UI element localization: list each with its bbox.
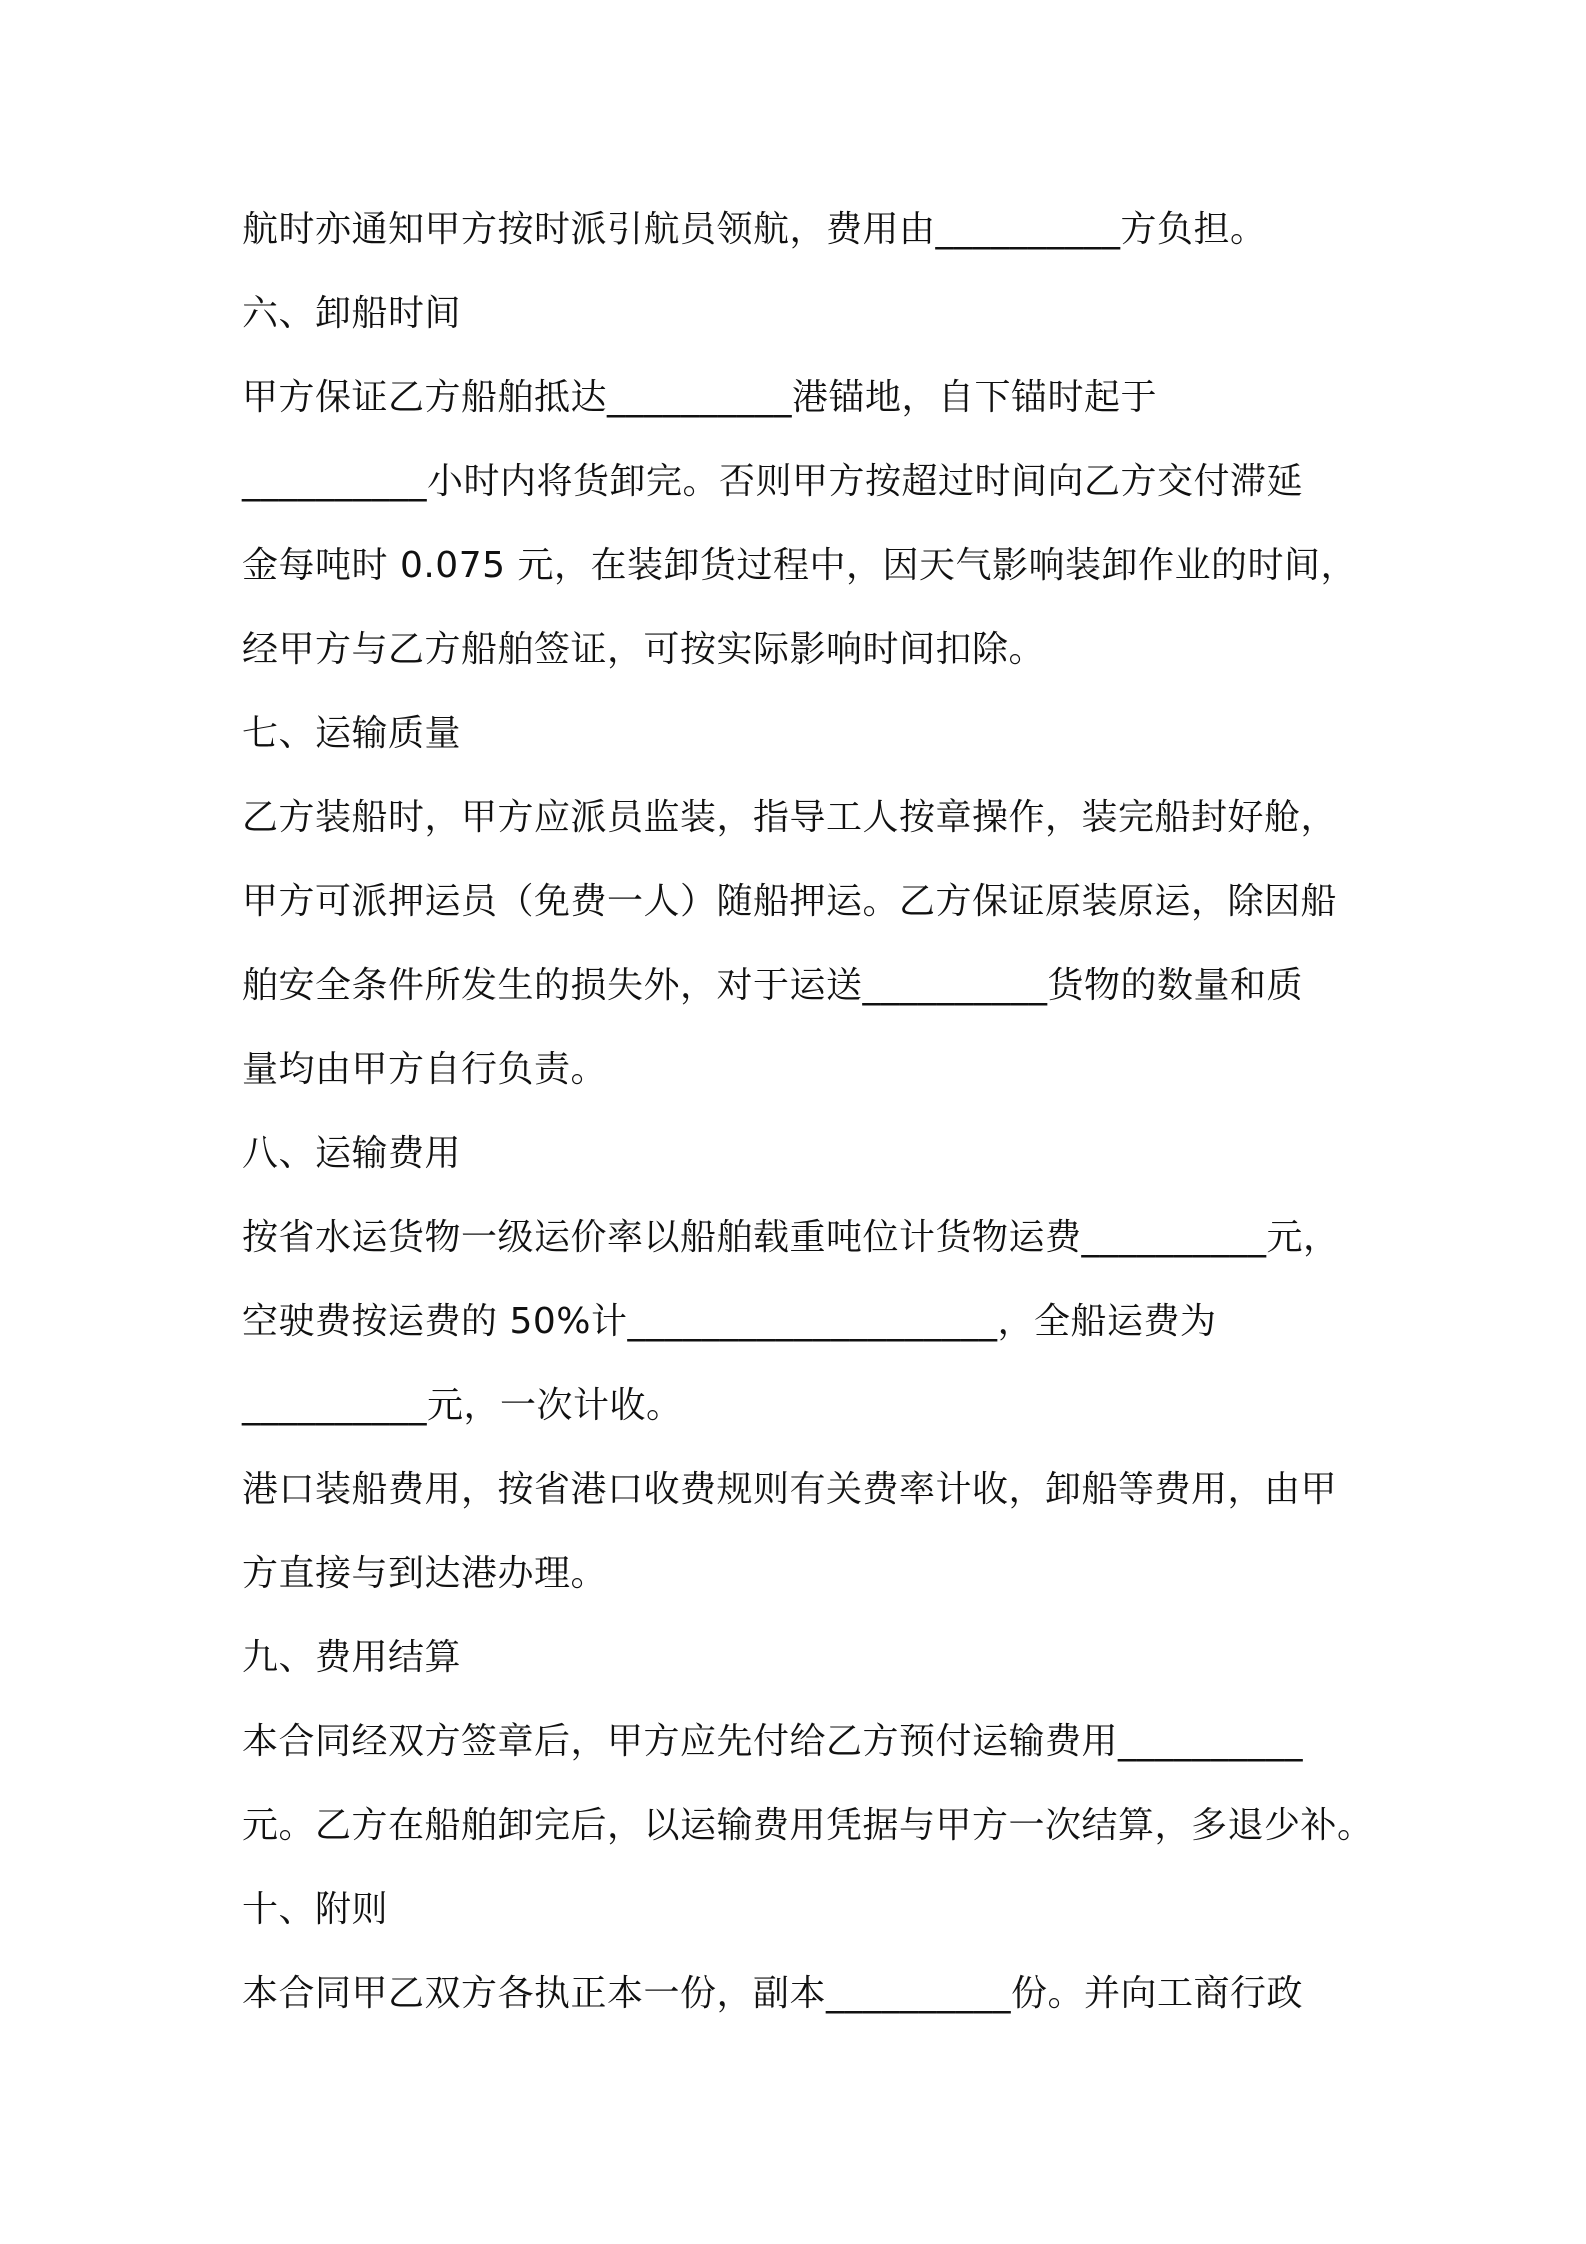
section-heading-transport-quality: 七、运输质量	[242, 713, 462, 754]
paragraph-line: 按省水运货物一级运价率以船舶载重吨位计货物运费__________元，	[242, 1217, 1340, 1258]
paragraph-line: 空驶费按运费的 50%计____________________，全船运费为	[242, 1301, 1217, 1342]
section-heading-transport-fees: 八、运输费用	[242, 1133, 462, 1174]
paragraph-line: __________元，一次计收。	[242, 1385, 683, 1426]
paragraph-line: 方直接与到达港办理。	[242, 1553, 608, 1594]
section-heading-fee-settlement: 九、费用结算	[242, 1637, 462, 1678]
document-body	[242, 198, 1382, 2046]
section-heading-unloading-time: 六、卸船时间	[242, 293, 462, 334]
paragraph-line: 航时亦通知甲方按时派引航员领航，费用由__________方负担。	[242, 209, 1267, 250]
section-heading-supplementary-provisions: 十、附则	[242, 1889, 389, 1930]
paragraph-line: 量均由甲方自行负责。	[242, 1049, 608, 1090]
paragraph-line: __________小时内将货卸完。否则甲方按超过时间向乙方交付滞延	[242, 461, 1304, 502]
paragraph-line: 乙方装船时，甲方应派员监装，指导工人按章操作，装完船封好舱，	[242, 797, 1338, 838]
paragraph-line: 本合同甲乙双方各执正本一份，副本__________份。并向工商行政	[242, 1973, 1304, 2014]
paragraph-line: 舶安全条件所发生的损失外，对于运送__________货物的数量和质	[242, 965, 1304, 1006]
paragraph-line: 元。乙方在船舶卸完后，以运输费用凭据与甲方一次结算，多退少补。	[242, 1805, 1374, 1846]
paragraph-line: 甲方可派押运员（免费一人）随船押运。乙方保证原装原运，除因船	[242, 881, 1338, 922]
paragraph-line: 甲方保证乙方船舶抵达__________港锚地，自下锚时起于	[242, 377, 1158, 418]
paragraph-line: 港口装船费用，按省港口收费规则有关费率计收，卸船等费用，由甲	[242, 1469, 1338, 1510]
paragraph-line: 本合同经双方签章后，甲方应先付给乙方预付运输费用__________	[242, 1721, 1304, 1762]
paragraph-line: 经甲方与乙方船舶签证，可按实际影响时间扣除。	[242, 629, 1046, 670]
paragraph-line: 金每吨时 0.075 元，在装卸货过程中，因天气影响装卸作业的时间，	[242, 545, 1357, 586]
